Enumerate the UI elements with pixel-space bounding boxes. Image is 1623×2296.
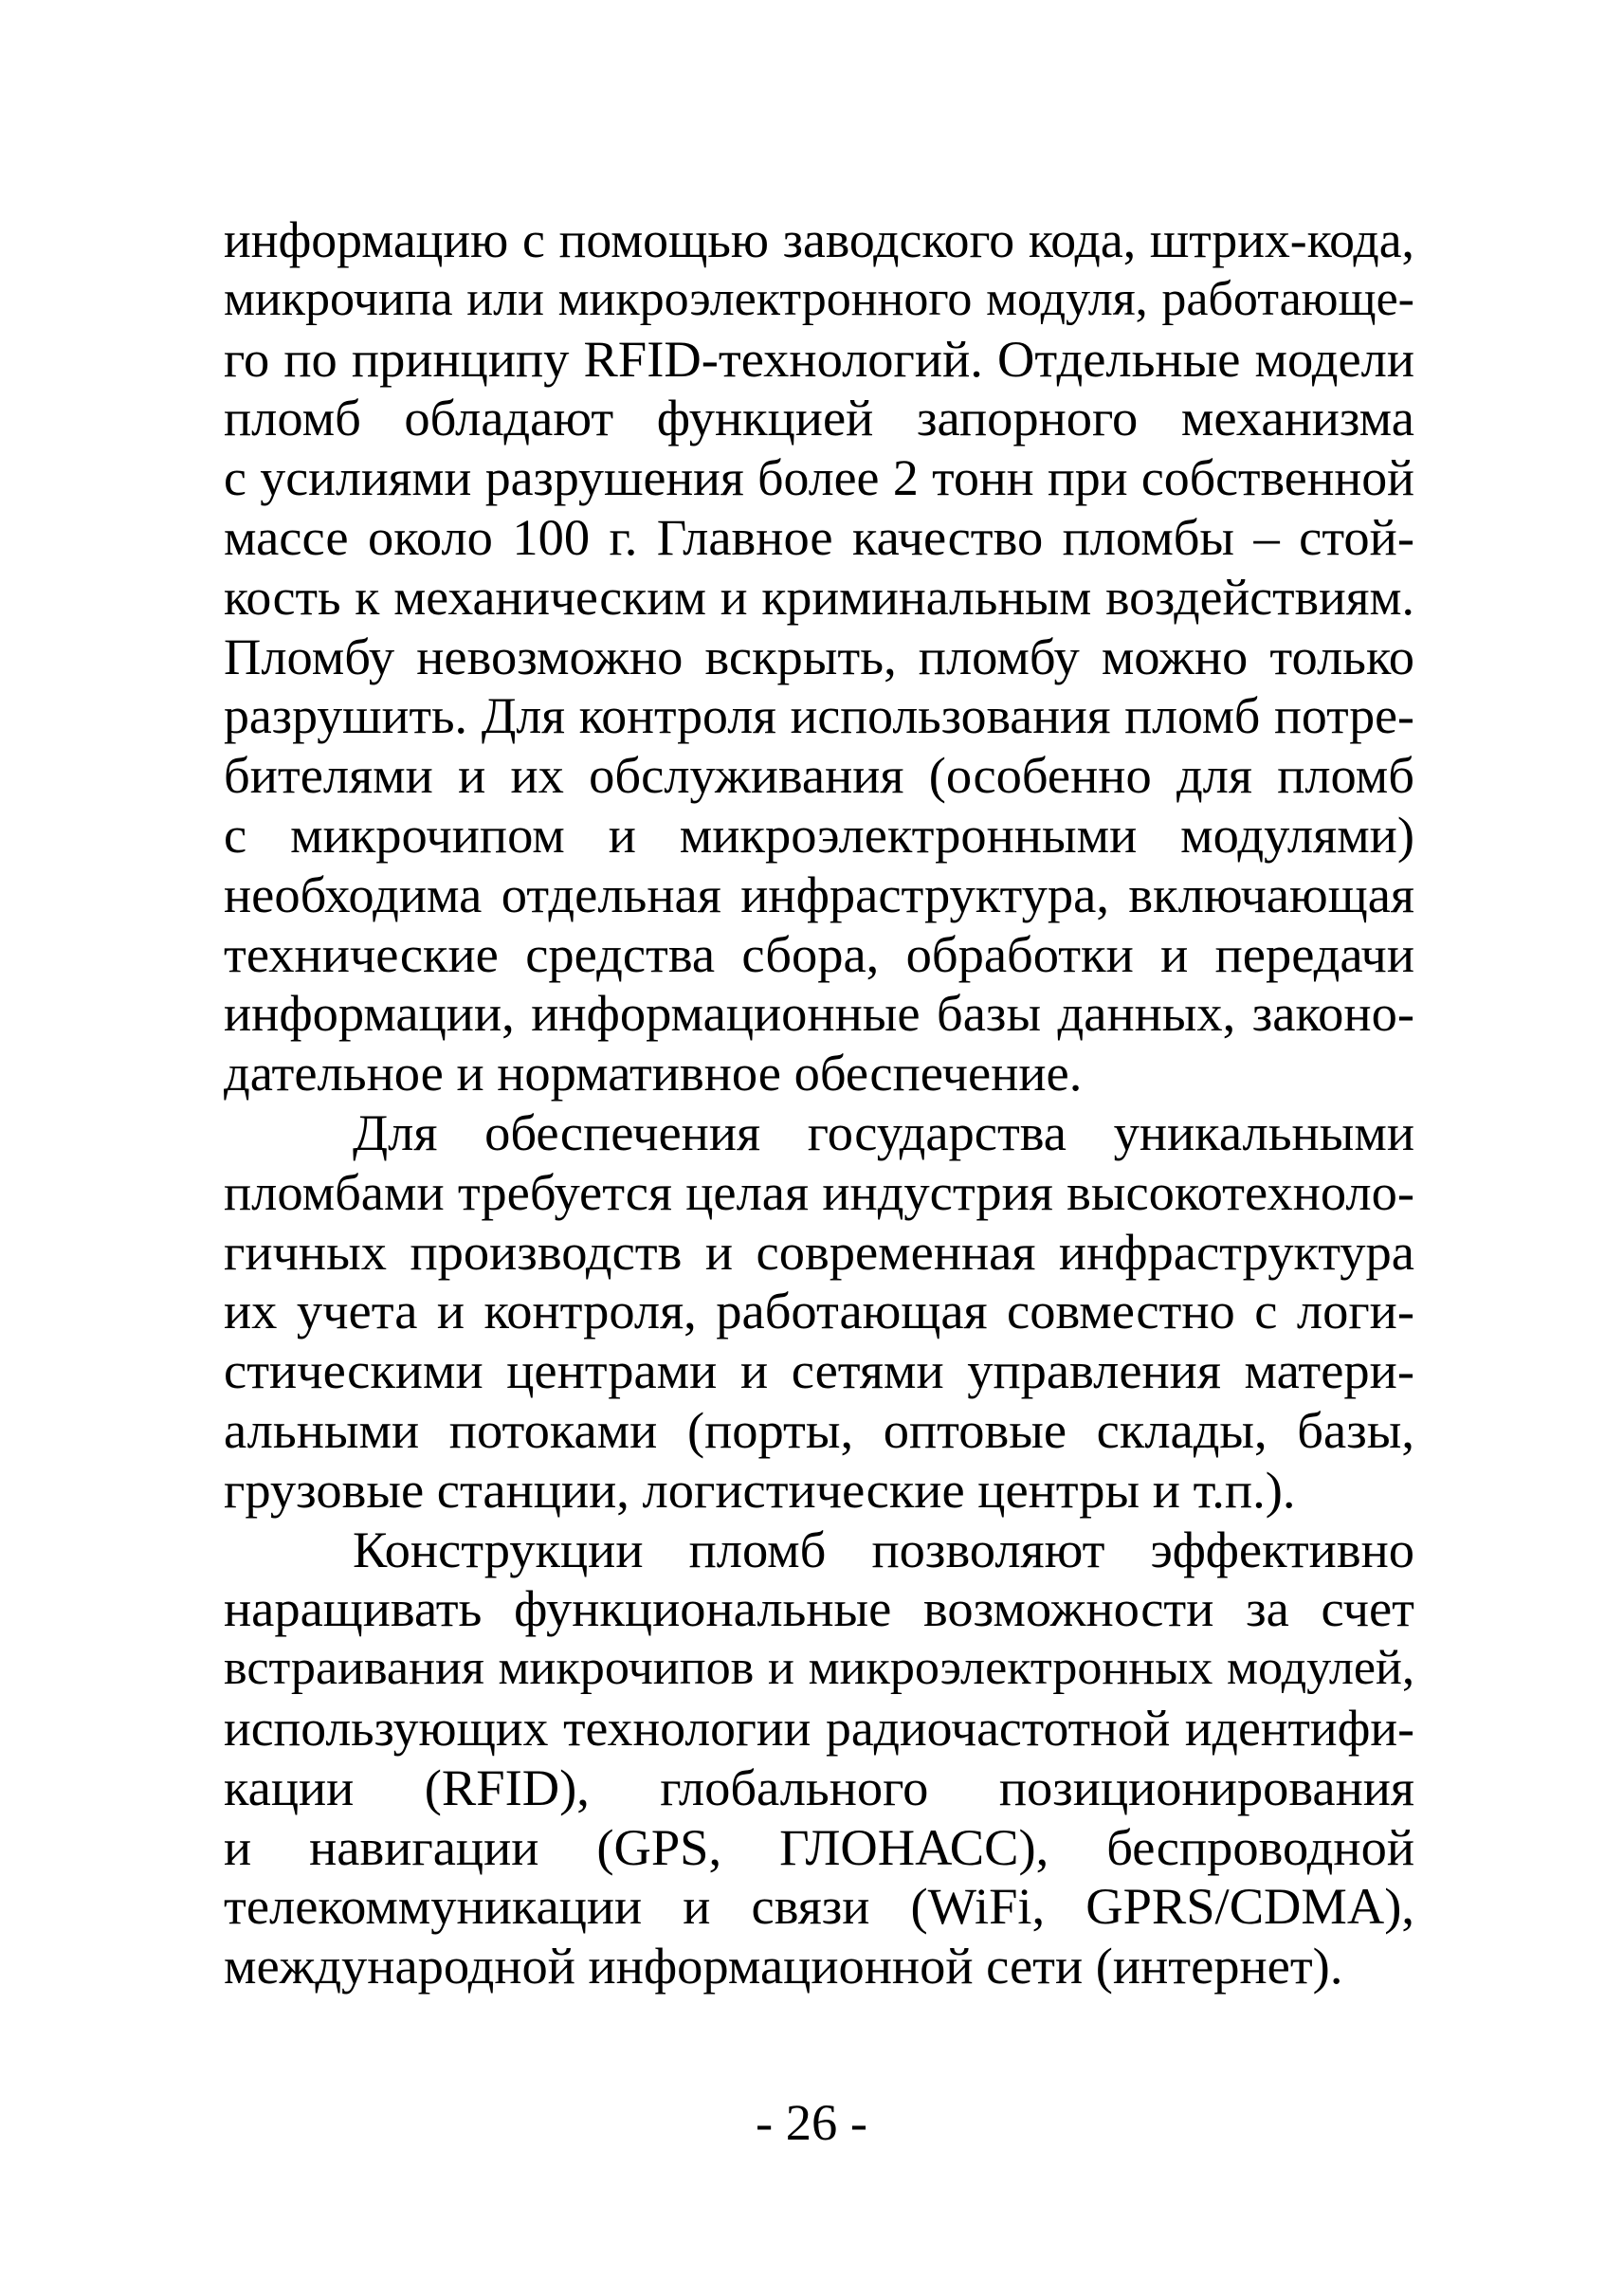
- text-line: встраивания микрочипов и микроэлектронных модулей,: [224, 1641, 1414, 1696]
- text-line: международной информационной сети (интернет).: [224, 1937, 1343, 1995]
- text-line: разрушить. Для контроля использования пломб потре-: [224, 687, 1414, 745]
- page-number: - 26 -: [755, 2093, 868, 2151]
- text-line: гичных производств и современная инфраструктура: [224, 1222, 1414, 1281]
- text-line: пломб обладают функцией запорного механизма: [224, 389, 1414, 447]
- text-line: пломбами требуется целая индустрия высокотехноло-: [224, 1162, 1414, 1221]
- text-line: бителями и их обслуживания (особенно для пломб: [224, 746, 1414, 805]
- text-line: кость к механическим и криминальным воздействиям.: [224, 568, 1414, 626]
- text-line: информации, информационные базы данных, законо-: [224, 984, 1414, 1043]
- text-line: кации (RFID), глобального позиционирования: [224, 1758, 1414, 1816]
- text-line: стическими центрами и сетями управления матери-: [224, 1341, 1414, 1400]
- paragraph-3: [224, 1521, 1414, 1996]
- text-line: дательное и нормативное обеспечение.: [224, 1044, 1083, 1102]
- text-line: технические средства сбора, обработки и передачи: [224, 924, 1414, 983]
- text-line: телекоммуникации и связи (WiFi, GPRS/CDMA),: [224, 1877, 1414, 1936]
- text-line: грузовые станции, логистические центры и т.п.).: [224, 1460, 1296, 1519]
- text-line: массе около 100 г. Главное качество пломбы – стой-: [224, 507, 1414, 566]
- text-line: наращивать функциональные возможности за счет: [224, 1579, 1414, 1638]
- text-line: использующих технологии радиочастотной идентифи-: [224, 1699, 1414, 1757]
- page-body: [224, 210, 1414, 1996]
- text-line: Конструкции пломб позволяют эффективно: [353, 1520, 1414, 1578]
- text-line: с усилиями разрушения более 2 тонн при собственной: [224, 449, 1414, 507]
- text-line: Пломбу невозможно вскрыть, пломбу можно только: [224, 627, 1414, 685]
- paragraph-2: [224, 1103, 1414, 1521]
- text-line: Для обеспечения государства уникальными: [353, 1102, 1414, 1161]
- text-line: альными потоками (порты, оптовые склады, базы,: [224, 1400, 1414, 1459]
- paragraph-1: [224, 210, 1414, 1103]
- text-line: и навигации (GPS, ГЛОНАСС), беспроводной: [224, 1817, 1414, 1876]
- text-line: го по принципу RFID-технологий. Отдельные модели: [224, 329, 1414, 388]
- text-line: их учета и контроля, работающая совместно с логи-: [224, 1282, 1414, 1340]
- text-line: необходима отдельная инфраструктура, включающая: [224, 865, 1414, 923]
- text-line: с микрочипом и микроэлектронными модулями): [224, 805, 1414, 864]
- text-line: микрочипа или микроэлектронного модуля, работающе-: [224, 271, 1414, 326]
- text-line: информацию с помощью заводского кода, штрих-кода,: [224, 211, 1414, 268]
